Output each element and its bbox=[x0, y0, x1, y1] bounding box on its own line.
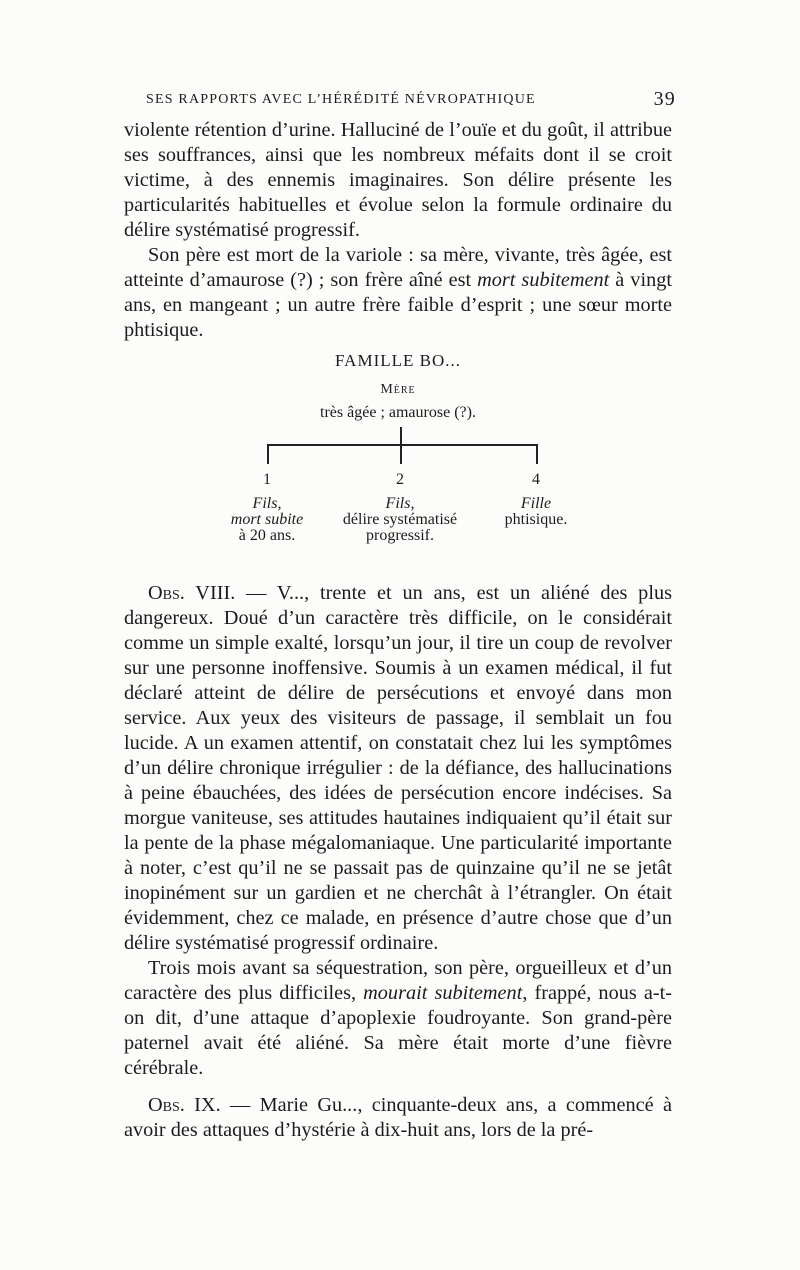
observation-9 bbox=[124, 1093, 672, 1143]
paragraph-2-text-a: Son père est mort de la variole : sa mère, vivante, très âgée, est atteinte d’amaurose (?) ; son frère aîné est bbox=[124, 244, 672, 291]
tree-drop-4 bbox=[536, 444, 538, 464]
child-2-line-3: progressif. bbox=[366, 527, 434, 544]
tree-stem bbox=[400, 427, 402, 445]
child-number-2: 2 bbox=[396, 471, 404, 488]
paragraph-2 bbox=[124, 243, 672, 343]
paragraph-4 bbox=[124, 956, 672, 1081]
child-4-line-1: Fille bbox=[520, 495, 552, 512]
observation-8-text: — V..., trente et un ans, est un aliéné des plus dangereux. Doué d’un caractère très difficile, on le considérait comme un simple exalté, lorsqu’un jour, il tire un coup de revolver sur une personne inoffensive. Soumis à un examen médical, il fut déclaré atteint de délire de persécutions et envoyé dans mon service. Aux yeux des visiteurs de passage, il semblait un fou lucide. A un examen attentif, on constatait chez lui les symptômes d’un délire chronique irrégulier : de la défiance, des hallucinations à peine ébauchées, des idées de persécution encore indécises. Sa morgue vaniteuse, ses attitudes hautaines indiquaient qu’il était sur la pente de la phase mégalomaniaque. Une particularité importante à noter, c’est qu’il ne se passait pas de quinzaine qu’il ne se jetât inopinément sur un gardien et ne cherchât à l’étrangler. On était évidemment, chez ce malade, en présence d’autre chose que d’un délire systématisé progressif ordinaire. bbox=[124, 582, 672, 954]
observation-9-text: — Marie Gu..., cinquante-deux ans, a commencé à avoir des attaques d’hystérie à dix-huit ans, lors de la pré- bbox=[124, 1094, 672, 1141]
paragraph-4-emphasis: mourait subitement bbox=[363, 982, 523, 1004]
child-1-line-2: mort subite bbox=[230, 511, 304, 528]
family-tree-diagram bbox=[124, 351, 672, 573]
tree-bar bbox=[267, 444, 537, 446]
observation-9-label: Obs. IX. bbox=[148, 1094, 221, 1116]
paragraph-4-text-b: , frappé, nous a-t-on dit, d’une attaque d’apoplexie foudroyante. Son grand-père paternel avait été aliéné. Sa mère était morte d’une fièvre cérébrale. bbox=[124, 982, 672, 1079]
paragraph-2-text-b: à vingt ans, en mangeant ; un autre frère faible d’esprit ; une sœur morte phtisique. bbox=[124, 269, 672, 341]
child-2-description bbox=[325, 496, 475, 544]
observation-8-label: Obs. VIII. bbox=[148, 582, 236, 604]
child-1-line-1: Fils, bbox=[252, 495, 282, 512]
child-4-line-2: phtisique. bbox=[504, 511, 568, 528]
running-head-title: SES RAPPORTS AVEC L’HÉRÉDITÉ NÉVROPATHIQUE bbox=[146, 92, 536, 107]
child-1-line-3: à 20 ans. bbox=[238, 527, 296, 544]
paragraph-4-text-a: Trois mois avant sa séquestration, son père, orgueilleux et d’un caractère des plus difficiles, bbox=[124, 957, 672, 1004]
child-2-line-2: délire systématisé bbox=[342, 511, 458, 528]
child-1-description bbox=[202, 496, 332, 544]
child-number-1: 1 bbox=[263, 471, 271, 488]
child-2-line-1: Fils, bbox=[385, 495, 415, 512]
book-page bbox=[124, 88, 676, 1143]
mother-label: Mère bbox=[380, 382, 416, 397]
paragraph-1: violente rétention d’urine. Halluciné de l’ouïe et du goût, il attribue ses souffrances, ainsi que les nombreux méfaits dont il se croit victime, à des ennemis imaginaires. Son délire présente les particularités habituelles et évolue selon la formule ordinaire du délire systématisé progressif. bbox=[124, 119, 672, 241]
family-title: FAMILLE BO... bbox=[334, 351, 461, 370]
page-number: 39 bbox=[653, 88, 676, 110]
observation-8 bbox=[124, 581, 672, 956]
tree-drop-1 bbox=[267, 444, 269, 464]
running-head bbox=[124, 88, 676, 118]
tree-drop-2 bbox=[400, 444, 402, 464]
child-number-4: 4 bbox=[532, 471, 540, 488]
mother-note: très âgée ; amaurose (?). bbox=[320, 404, 476, 421]
paragraph-2-emphasis: mort subitement bbox=[477, 269, 610, 291]
child-4-description bbox=[486, 496, 586, 528]
